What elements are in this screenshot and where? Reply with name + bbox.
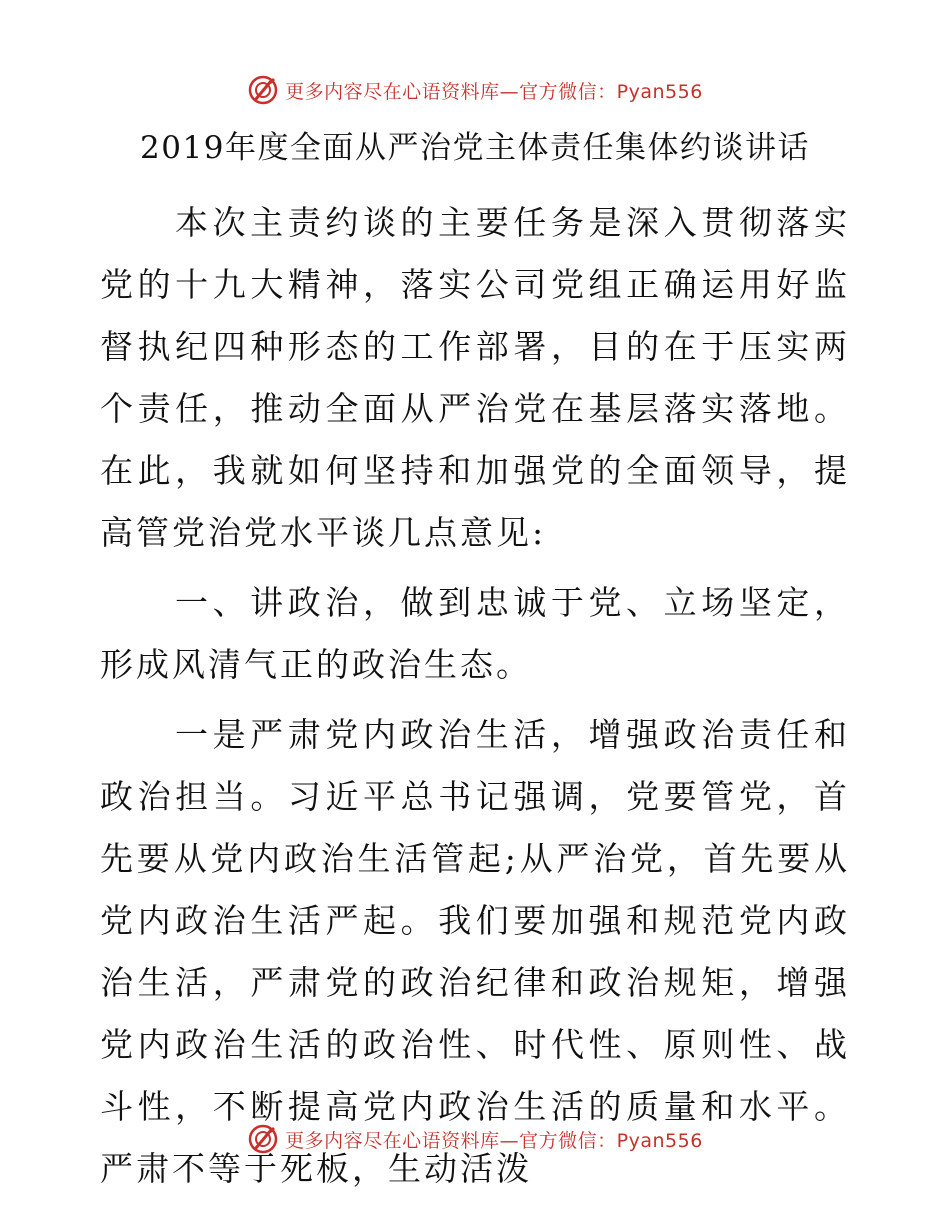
document-body xyxy=(100,192,850,1208)
logo-icon xyxy=(247,74,279,106)
paragraph-section-heading: 一、讲政治，做到忠诚于党、立场坚定，形成风清气正的政治生态。 xyxy=(100,583,850,684)
header-watermark xyxy=(0,70,950,110)
logo-icon xyxy=(247,1123,279,1155)
footer-watermark xyxy=(0,1119,950,1159)
paragraph-intro: 本次主责约谈的主要任务是深入贯彻落实党的十九大精神，落实公司党组正确运用好监督执纪四种形态的工作部署，目的在于压实两个责任，推动全面从严治党在基层落实落地。在此，我就如何坚持和加强党的全面领导，提高管党治党水平谈几点意见: xyxy=(100,203,850,552)
watermark-text: 更多内容尽在心语资料库—官方微信：Pyan556 xyxy=(285,80,703,103)
document-title: 2019年度全面从严治党主体责任集体约谈讲话 xyxy=(140,130,810,166)
watermark-text: 更多内容尽在心语资料库—官方微信：Pyan556 xyxy=(285,1129,703,1152)
paragraph-point-one: 一是严肃党内政治生活，增强政治责任和政治担当。习近平总书记强调，党要管党，首先要从党内政治生活管起;从严治党，首先要从党内政治生活严起。我们要加强和规范党内政治生活，严肃党的政治纪律和政治规矩，增强党内政治生活的政治性、时代性、原则性、战斗性，不断提高党内政治生活的质量和水平。严肃不等于死板，生动活泼 xyxy=(100,715,850,1188)
